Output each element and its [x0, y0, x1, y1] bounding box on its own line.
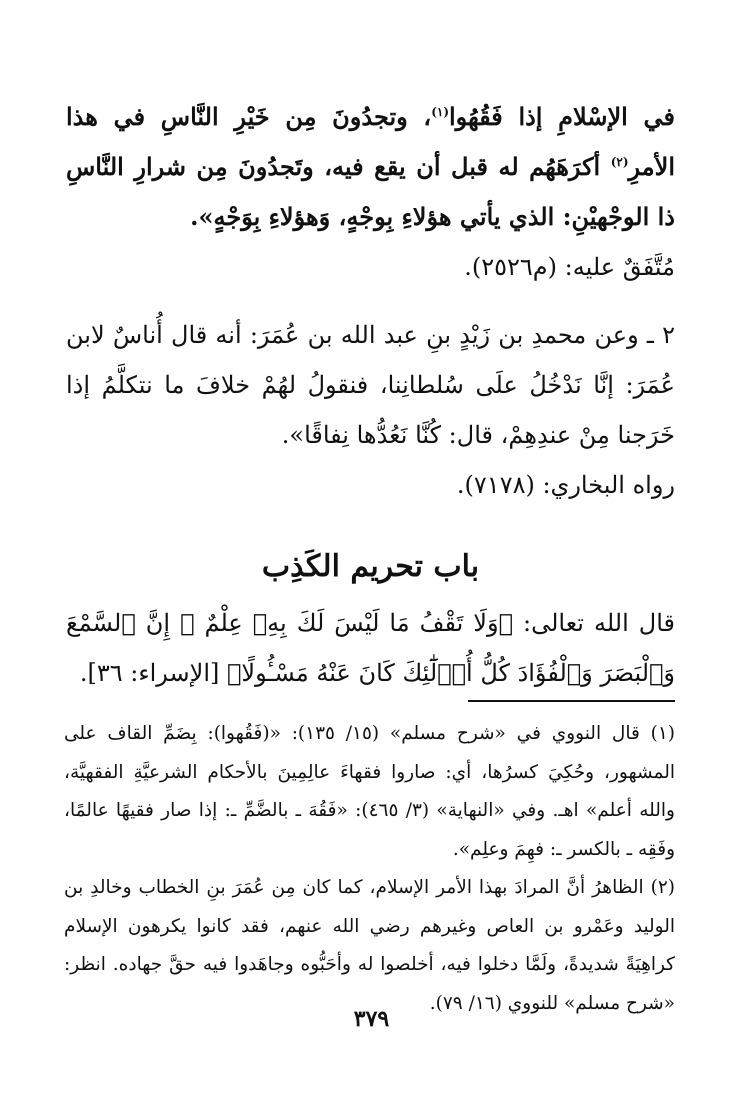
- footnote-ref-1: (١): [431, 105, 450, 119]
- section-heading: باب تحريم الكَذِب: [261, 549, 480, 584]
- hadith-2-source: رواه البخاري: (٧١٧٨).: [456, 471, 675, 499]
- quran-verse-paragraph: [66, 598, 675, 698]
- footnotes: [64, 715, 675, 1023]
- hadith-paragraph-2: ٢ ـ وعن محمدِ بن زَيْدٍ بنِ عبد الله بن عُمَرَ: أنه قال أُناسٌ لابن عُمَرَ: إنَّا نَدْخُلُ علَى سُلطانِنا، فنقولُ لهُمْ خلافَ ما نتكلَّمُ إذا خَرَجنا مِنْ عندِهِمْ، قال: كُنَّا نَعُدُّها نِفاقًا».: [66, 321, 675, 449]
- hadith-1-text-b: ، وتجدُونَ مِن خَيْرِ النَّاسِ في هذا الأمرِ: [66, 102, 675, 181]
- hadith-1-text-a: في الإسْلامِ إذا فَقُهُوا: [449, 102, 675, 131]
- footnote-separator: [468, 700, 675, 702]
- verse-intro: قال الله تعالى:: [512, 609, 675, 637]
- main-text: [66, 92, 675, 698]
- page-number: ٣٧٩: [353, 1006, 390, 1032]
- footnote-2: (٢) الظاهرُ أنَّ المرادَ بهذا الأمر الإسلام، كما كان مِن عُمَرَ بنِ الخطاب وخالدِ بن الوليد وعَمْرو بن العاص وغيرهم رضي الله عنهم، فقد كانوا يكرهون الإسلام كراهِيَةً شديدةً، ولَمَّا دخلوا فيه، أخلصوا له وأحَبُّوه وجاهَدوا فيه حقَّ جهاده. انظر: «شرح مسلم» للنووي (١٦/ ٧٩).: [64, 877, 675, 1014]
- hadith-1-text-c: أكرَهَهُم له قبل أن يقع فيه، وتَجدُونَ مِن شرارِ النَّاسِ ذا الوجْهيْنِ: الذي يأتي هؤلاءِ بِوجْهٍ، وَهؤلاءِ بِوَجْهٍ».: [66, 152, 675, 231]
- footnote-ref-2: (٢): [610, 155, 629, 169]
- hadith-1-source: مُتَّفَقٌ عليه: (م٢٥٢٦).: [464, 253, 675, 281]
- hadith-paragraph-1: [66, 92, 675, 242]
- footnote-1: (١) قال النووي في «شرح مسلم» (١٥/ ١٣٥): «(فَقُهوا): بِضَمِّ القاف على المشهور، وحُكِيَ كسرُها، أي: صاروا فقهاءَ عالِمِينَ بالأحكام الشرعيَّةِ الفقهيَّة، والله أعلم» اهـ. وفي «النهاية» (٣/ ٤٦٥): «فَقُهَ ـ بالضَّمِّ ـ: إذا صار فقيهًا عالمًا، وفَقِه ـ بالكسر ـ: فهِمَ وعلِم».: [64, 723, 676, 860]
- verse-reference: [الإسراء: ٣٦].: [79, 659, 227, 687]
- quran-verse: ﴿وَلَا تَقْفُ مَا لَيْسَ لَكَ بِهِۦ عِلْمٌ ۚ إِنَّ ٱلسَّمْعَ وَٱلْبَصَرَ وَٱلْفُؤَادَ كُلُّ أُو۟لَٰٓئِكَ كَانَ عَنْهُ مَسْـُٔولًا﴾: [66, 609, 675, 687]
